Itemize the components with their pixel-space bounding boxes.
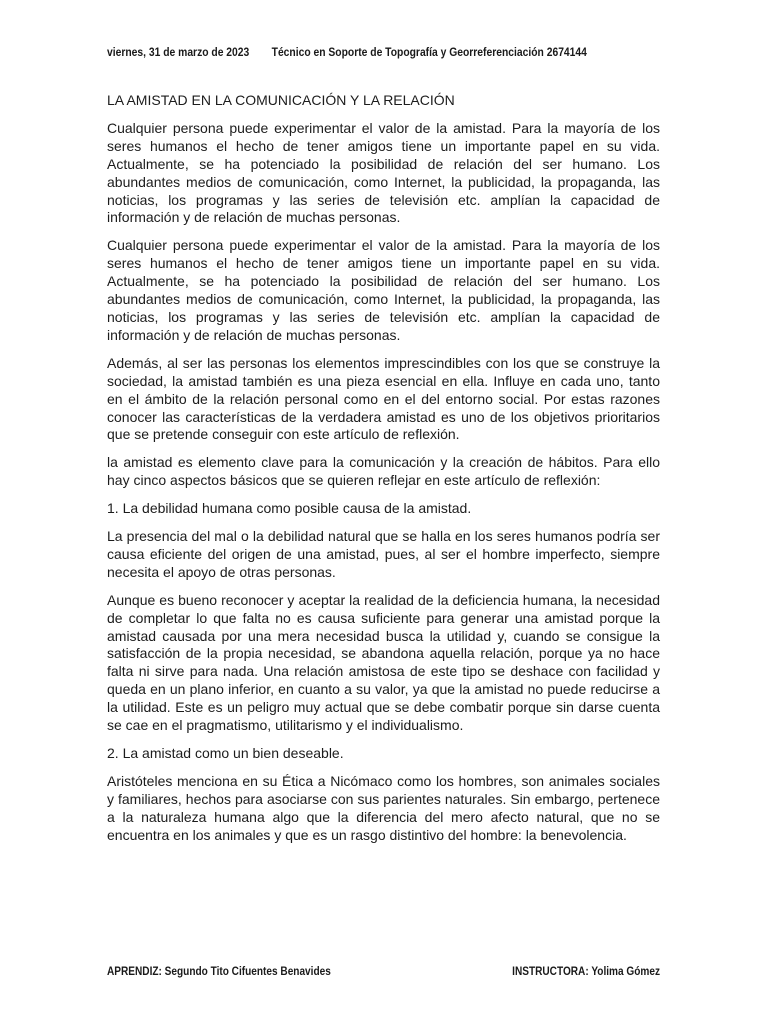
- paragraph: Cualquier persona puede experimentar el valor de la amistad. Para la mayoría de los seres humanos el hecho de tener amigos tiene un importante papel en su vida. Actualmente, se ha potenciado la posibilidad de relación del ser humano. Los abundantes medios de comunicación, como Internet, la publicidad, la propaganda, las noticias, los programas y las series de televisión etc. amplían la capacidad de información y de relación de muchas personas.: [107, 237, 660, 343]
- header-date: viernes, 31 de marzo de 2023: [107, 45, 250, 59]
- paragraph: la amistad es elemento clave para la comunicación y la creación de hábitos. Para ello hay cinco aspectos básicos que se quieren reflejar en este artículo de reflexión:: [107, 454, 660, 489]
- paragraph: Aunque es bueno reconocer y aceptar la realidad de la deficiencia humana, la necesidad de completar lo que falta no es causa suficiente para generar una amistad porque la amistad causada por una mera necesidad busca la utilidad y, cuando se consigue la satisfacción de la propia necesidad, se abandona aquella relación, porque ya no hace falta ni sirve para nada. Una relación amistosa de este tipo se deshace con facilidad y queda en un plano inferior, en cuanto a su valor, ya que la amistad no puede reducirse a la utilidad. Este es un peligro muy actual que se debe combatir porque sin darse cuenta se cae en el pragmatismo, utilitarismo y el individualismo.: [107, 591, 660, 734]
- paragraph: Aristóteles menciona en su Ética a Nicómaco como los hombres, son animales sociales y familiares, hechos para asociarse con sus parientes naturales. Sin embargo, pertenece a la naturaleza humana algo que la diferencia del mero afecto natural, que no se encuentra en los animales y que es un rasgo distintivo del hombre: la benevolencia.: [107, 772, 660, 843]
- page-header: [107, 45, 589, 59]
- section-heading: 2. La amistad como un bien deseable.: [107, 745, 344, 761]
- section-heading: 1. La debilidad humana como posible causa de la amistad.: [107, 500, 472, 517]
- paragraph: Cualquier persona puede experimentar el valor de la amistad. Para la mayoría de los seres humanos el hecho de tener amigos tiene un importante papel en su vida. Actualmente, se ha potenciado la posibilidad de relación del ser humano. Los abundantes medios de comunicación, como Internet, la publicidad, la propaganda, las noticias, los programas y las series de televisión etc. amplían la capacidad de información y de relación de muchas personas.: [107, 119, 660, 226]
- document-body: [107, 92, 660, 855]
- paragraph: Además, al ser las personas los elementos imprescindibles con los que se construye la sociedad, la amistad también es una pieza esencial en ella. Influye en cada uno, tanto en el ámbito de la relación personal como en el del entorno social. Por estas razones conocer las características de la verdadera amistad es uno de los objetivos prioritarios que se pretende conseguir con este artículo de reflexión.: [107, 354, 660, 443]
- paragraph: La presencia del mal o la debilidad natural que se halla en los seres humanos podría ser causa eficiente del origen de una amistad, pues, al ser el hombre imperfecto, siempre necesita el apoyo de otras personas.: [107, 528, 660, 580]
- footer-instructor: INSTRUCTORA: Yolima Gómez: [512, 964, 660, 978]
- footer-apprentice: APRENDIZ: Segundo Tito Cifuentes Benavides: [107, 964, 331, 978]
- header-program: Técnico en Soporte de Topografía y Georreferenciación 2674144: [271, 45, 587, 59]
- document-title: LA AMISTAD EN LA COMUNICACIÓN Y LA RELACIÓN: [107, 92, 455, 108]
